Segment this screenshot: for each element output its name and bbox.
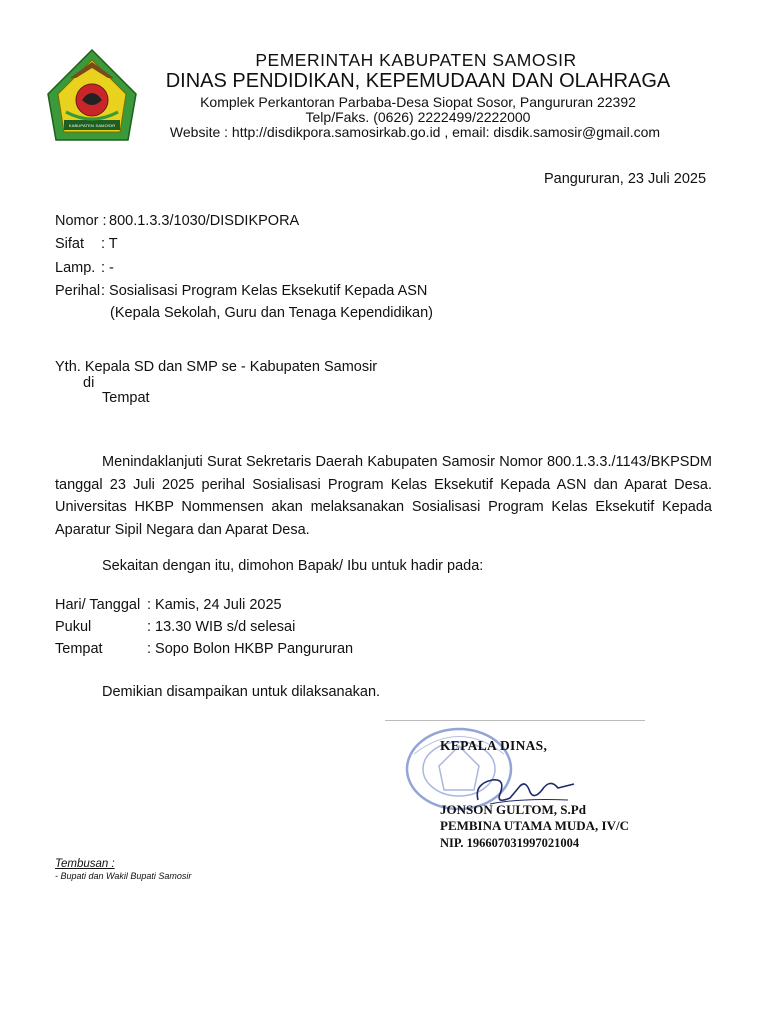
lamp-value: : - <box>101 260 114 276</box>
signatory-title: KEPALA DINAS, <box>440 738 548 753</box>
closing-sentence: Demikian disampaikan untuk dilaksanakan. <box>102 684 381 700</box>
schedule-value-time: : 13.30 WIB s/d selesai <box>147 619 296 635</box>
logo-caption: KABUPATEN SAMOSIR <box>68 123 116 128</box>
recipient-line: Yth. Kepala SD dan SMP se - Kabupaten Samosir <box>55 359 378 375</box>
schedule-value-date: : Kamis, 24 Juli 2025 <box>147 597 282 613</box>
government-title: PEMERINTAH KABUPATEN SAMOSIR <box>255 50 577 70</box>
body-paragraph-2: Sekaitan dengan itu, dimohon Bapak/ Ibu untuk hadir pada: <box>102 558 484 574</box>
agency-title: DINAS PENDIDIKAN, KEPEMUDAAN DAN OLAHRAGA <box>165 70 671 92</box>
recipient-di: di <box>83 375 95 391</box>
recipient-place: Tempat <box>102 390 150 406</box>
regency-logo <box>46 48 138 142</box>
nomor-label: Nomor : <box>55 213 107 229</box>
schedule-value-place: : Sopo Bolon HKBP Pangururan <box>147 641 354 657</box>
letter-date: Pangururan, 23 Juli 2025 <box>544 171 707 187</box>
agency-phone: Telp/Faks. (0626) 2222499/2222000 <box>305 109 531 125</box>
signature-divider <box>385 720 645 721</box>
sifat-label: Sifat <box>55 236 85 252</box>
schedule-label-place: Tempat <box>55 641 103 657</box>
tembusan-label: Tembusan : <box>55 858 115 870</box>
agency-website: Website : http://disdikpora.samosirkab.go.id , email: disdik.samosir@gmail.com <box>169 124 661 140</box>
perihal-value: : Sosialisasi Program Kelas Eksekutif Kepada ASN <box>101 283 428 299</box>
schedule-label-date: Hari/ Tanggal <box>55 597 141 613</box>
perihal-label: Perihal <box>55 283 101 299</box>
signatory-name: JONSON GULTOM, S.Pd <box>440 802 586 817</box>
schedule-label-time: Pukul <box>55 619 92 635</box>
agency-address: Komplek Perkantoran Parbaba-Desa Siopat Sosor, Pangururan 22392 <box>200 94 636 110</box>
signatory-rank: PEMBINA UTAMA MUDA, IV/C <box>440 818 629 833</box>
tembusan-item: - Bupati dan Wakil Bupati Samosir <box>55 871 192 881</box>
signatory-nip: NIP. 196607031997021004 <box>440 836 580 850</box>
body-paragraph-1-text: Menindaklanjuti Surat Sekretaris Daerah Kabupaten Samosir Nomor 800.1.3.3./1143/BKPSDM tanggal 23 Juli 2025 perihal Sosialisasi Program Kelas Eksekutif Kepada ASN dan Aparat Desa. Universitas HKBP Nommensen akan melaksanakan Sosialisasi Program Kelas Eksekutif Kepada Aparatur Sipil Negara dan Aparat Desa. <box>55 454 712 538</box>
nomor-value: 800.1.3.3/1030/DISDIKPORA <box>109 213 300 229</box>
perihal-subtext: (Kepala Sekolah, Guru dan Tenaga Kependidikan) <box>110 305 433 321</box>
body-paragraph-1 <box>55 451 712 541</box>
sifat-value: : T <box>101 236 118 252</box>
lamp-label: Lamp. <box>55 260 96 276</box>
